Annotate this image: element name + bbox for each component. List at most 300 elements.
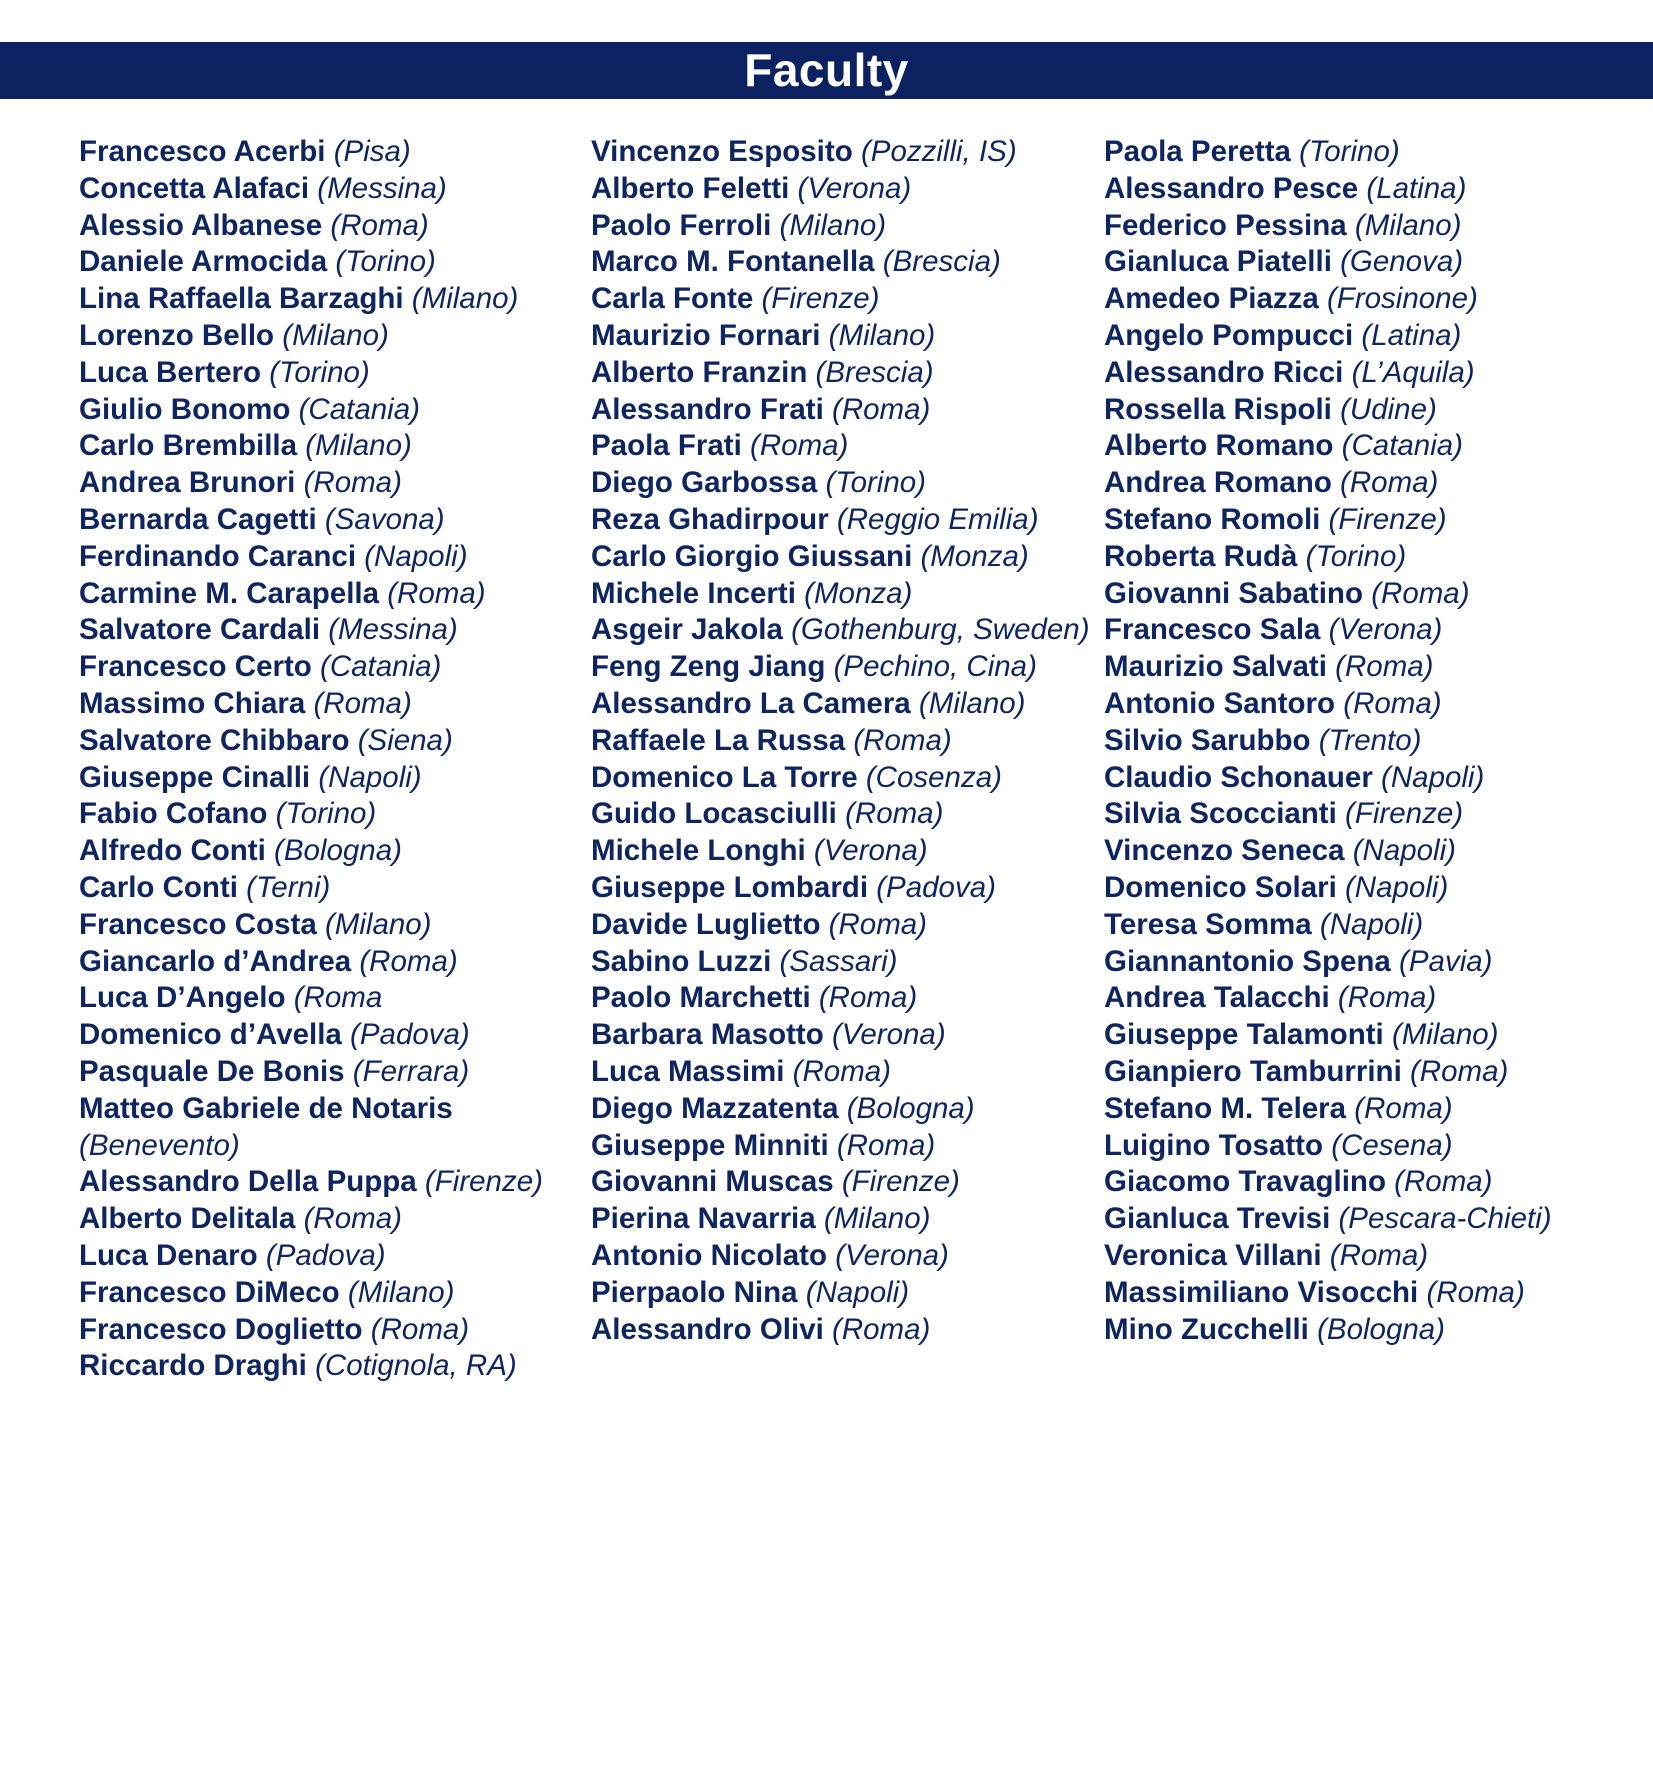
faculty-name: Asgeir Jakola xyxy=(591,613,783,647)
faculty-name: Silvia Scoccianti xyxy=(1104,797,1337,831)
faculty-entry xyxy=(1104,576,1624,613)
faculty-name: Guido Locasciulli xyxy=(591,797,837,831)
faculty-entry xyxy=(1104,980,1624,1017)
faculty-location: (Firenze) xyxy=(761,282,880,316)
faculty-name: Giuseppe Cinalli xyxy=(79,760,311,794)
faculty-location: (Roma) xyxy=(1371,576,1470,610)
faculty-location: (Roma) xyxy=(1335,650,1434,684)
faculty-entry xyxy=(1104,1164,1624,1201)
faculty-entry xyxy=(79,1091,579,1165)
faculty-entry xyxy=(591,428,1091,465)
faculty-name: Alberto Franzin xyxy=(591,355,808,389)
faculty-entry xyxy=(1104,796,1624,833)
faculty-entry xyxy=(591,392,1091,429)
faculty-name: Alfredo Conti xyxy=(79,834,266,868)
faculty-entry xyxy=(591,502,1091,539)
faculty-entry xyxy=(1104,281,1624,318)
faculty-location: (Napoli) xyxy=(318,760,422,794)
faculty-name: Domenico Solari xyxy=(1104,870,1337,904)
faculty-name: Giancarlo d’Andrea xyxy=(79,944,352,978)
faculty-location: (Milano) xyxy=(918,686,1026,720)
faculty-name: Paola Frati xyxy=(591,429,742,463)
faculty-location: (Cosenza) xyxy=(865,760,1002,794)
faculty-entry xyxy=(79,796,579,833)
faculty-location: (Milano) xyxy=(305,429,412,463)
faculty-name: Feng Zeng Jiang xyxy=(591,650,826,684)
faculty-location: (Brescia) xyxy=(815,355,934,389)
faculty-location: (Latina) xyxy=(1361,318,1462,352)
faculty-name: Giovanni Sabatino xyxy=(1104,576,1363,610)
faculty-name: Fabio Cofano xyxy=(79,797,268,831)
faculty-location: (Napoli) xyxy=(1319,907,1424,941)
faculty-location: (Milano) xyxy=(779,208,887,242)
faculty-location: (Torino) xyxy=(1305,539,1407,573)
faculty-location: (Verona) xyxy=(813,834,928,868)
faculty-entry xyxy=(591,944,1091,981)
faculty-entry xyxy=(591,760,1091,797)
faculty-name: Pierina Navarria xyxy=(591,1202,816,1236)
faculty-location: (Genova) xyxy=(1340,245,1464,279)
faculty-entry xyxy=(591,796,1091,833)
faculty-entry xyxy=(1104,649,1624,686)
faculty-name: Francesco Sala xyxy=(1104,613,1321,647)
faculty-entry xyxy=(1104,502,1624,539)
faculty-entry xyxy=(1104,1017,1624,1054)
faculty-entry xyxy=(591,539,1091,576)
faculty-name: Luigino Tosatto xyxy=(1104,1128,1324,1162)
faculty-entry xyxy=(1104,465,1624,502)
faculty-location: (Verona) xyxy=(797,171,912,205)
faculty-entry xyxy=(79,1164,579,1201)
faculty-location: (Padova) xyxy=(350,1018,470,1052)
faculty-entry xyxy=(591,1201,1091,1238)
faculty-name: Davide Luglietto xyxy=(591,907,821,941)
faculty-entry xyxy=(591,1054,1091,1091)
faculty-location: (Roma) xyxy=(845,797,944,831)
faculty-entry xyxy=(1104,907,1624,944)
faculty-entry xyxy=(1104,392,1624,429)
faculty-location: (Firenze) xyxy=(841,1165,960,1199)
faculty-location: (Napoli) xyxy=(1352,834,1456,868)
faculty-name: Antonio Santoro xyxy=(1104,686,1336,720)
faculty-location: (Firenze) xyxy=(1328,502,1447,536)
faculty-location: (Roma) xyxy=(303,1202,402,1236)
faculty-entry xyxy=(79,465,579,502)
faculty-name: Riccardo Draghi xyxy=(79,1349,307,1383)
faculty-location: (Milano) xyxy=(411,282,519,316)
faculty-entry xyxy=(79,392,579,429)
faculty-location: (Messina) xyxy=(328,613,458,647)
faculty-name: Silvio Sarubbo xyxy=(1104,723,1311,757)
faculty-entry xyxy=(591,244,1091,281)
faculty-name: Diego Garbossa xyxy=(591,466,818,500)
faculty-name: Mino Zucchelli xyxy=(1104,1312,1309,1346)
faculty-location: (Roma) xyxy=(750,429,849,463)
faculty-name: Antonio Nicolato xyxy=(591,1238,827,1272)
faculty-entry xyxy=(79,1275,579,1312)
faculty-name: Gianluca Trevisi xyxy=(1104,1202,1331,1236)
faculty-entry xyxy=(1104,944,1624,981)
faculty-name: Barbara Masotto xyxy=(591,1018,824,1052)
title-banner xyxy=(0,42,1653,99)
faculty-name: Alberto Delitala xyxy=(79,1202,296,1236)
faculty-name: Francesco Acerbi xyxy=(79,135,326,168)
faculty-location: (Roma) xyxy=(853,723,952,757)
faculty-name: Salvatore Cardali xyxy=(79,613,321,647)
faculty-location: (Messina) xyxy=(317,171,447,205)
faculty-name: Veronica Villani xyxy=(1104,1238,1322,1272)
faculty-location: (Roma) xyxy=(1426,1275,1525,1309)
faculty-name: Luca Denaro xyxy=(79,1238,258,1272)
faculty-location: (Monza) xyxy=(920,539,1029,573)
faculty-name: Luca Bertero xyxy=(79,355,261,389)
faculty-name: Marco M. Fontanella xyxy=(591,245,875,279)
faculty-location: (Roma) xyxy=(1354,1091,1453,1125)
faculty-location: (Roma) xyxy=(330,208,429,242)
faculty-name: Stefano Romoli xyxy=(1104,502,1321,536)
faculty-name: Carlo Giorgio Giussani xyxy=(591,539,913,573)
faculty-location: (Roma) xyxy=(1340,466,1439,500)
faculty-name: Carlo Brembilla xyxy=(79,429,298,463)
faculty-name: Domenico d’Avella xyxy=(79,1018,342,1052)
faculty-location: (Roma) xyxy=(832,392,931,426)
faculty-entry xyxy=(79,612,579,649)
faculty-location: (Roma) xyxy=(818,981,918,1015)
faculty-entry xyxy=(1104,1275,1624,1312)
faculty-location: (Torino) xyxy=(275,797,377,831)
faculty-location: (Padova) xyxy=(876,870,996,904)
faculty-name: Gianluca Piatelli xyxy=(1104,245,1332,279)
faculty-location: (Firenze) xyxy=(424,1165,543,1199)
faculty-name: Amedeo Piazza xyxy=(1104,282,1319,316)
faculty-entry xyxy=(591,686,1091,723)
faculty-location: (Roma) xyxy=(832,1312,931,1346)
faculty-name: Stefano M. Telera xyxy=(1104,1091,1347,1125)
faculty-name: Angelo Pompucci xyxy=(1104,318,1354,352)
faculty-name: Diego Mazzatenta xyxy=(591,1091,839,1125)
faculty-entry xyxy=(79,318,579,355)
faculty-location: (Pavia) xyxy=(1399,944,1493,978)
faculty-entry xyxy=(79,760,579,797)
faculty-name: Vincenzo Esposito xyxy=(591,135,853,168)
faculty-name: Carlo Conti xyxy=(79,870,238,904)
faculty-location: (Roma) xyxy=(836,1128,936,1162)
faculty-name: Giulio Bonomo xyxy=(79,392,291,426)
faculty-name: Roberta Rudà xyxy=(1104,539,1298,573)
faculty-location: (Catania) xyxy=(1341,429,1463,463)
faculty-entry xyxy=(79,649,579,686)
faculty-name: Alberto Romano xyxy=(1104,429,1334,463)
faculty-column-3 xyxy=(1104,134,1624,1348)
faculty-location: (Ferrara) xyxy=(352,1054,470,1088)
faculty-location: (Padova) xyxy=(265,1238,386,1272)
faculty-name: Alessandro Ricci xyxy=(1104,355,1344,389)
faculty-entry xyxy=(591,1275,1091,1312)
faculty-entry xyxy=(1104,539,1624,576)
faculty-name: Concetta Alafaci xyxy=(79,171,310,205)
faculty-entry xyxy=(591,171,1091,208)
faculty-entry xyxy=(1104,1312,1624,1349)
faculty-name: Teresa Somma xyxy=(1104,907,1312,941)
faculty-location: (Milano) xyxy=(1391,1018,1499,1052)
faculty-entry xyxy=(79,576,579,613)
faculty-entry xyxy=(1104,760,1624,797)
faculty-name: Andrea Brunori xyxy=(79,466,296,500)
faculty-name: Domenico La Torre xyxy=(591,760,858,794)
faculty-entry xyxy=(79,833,579,870)
faculty-entry xyxy=(79,1201,579,1238)
faculty-location: (Milano) xyxy=(1354,208,1462,242)
faculty-entry xyxy=(1104,318,1624,355)
faculty-entry xyxy=(79,502,579,539)
faculty-location: (Roma) xyxy=(1329,1238,1429,1272)
faculty-entry xyxy=(79,1238,579,1275)
faculty-name: Bernarda Cagetti xyxy=(79,502,317,536)
faculty-entry xyxy=(591,318,1091,355)
faculty-entry xyxy=(79,1348,579,1385)
faculty-entry xyxy=(79,944,579,981)
faculty-entry xyxy=(591,1128,1091,1165)
faculty-entry xyxy=(1104,1091,1624,1128)
faculty-location: (L’Aquila) xyxy=(1351,355,1475,389)
faculty-name: Reza Ghadirpour xyxy=(591,502,829,536)
faculty-name: Francesco Doglietto xyxy=(79,1312,363,1346)
faculty-name: Maurizio Salvati xyxy=(1104,650,1327,684)
faculty-entry xyxy=(79,428,579,465)
faculty-location: (Savona) xyxy=(324,502,445,536)
faculty-location: (Roma) xyxy=(792,1054,892,1088)
faculty-location: (Napoli) xyxy=(1381,760,1485,794)
faculty-name: Matteo Gabriele de Notaris xyxy=(79,1091,453,1125)
faculty-entry xyxy=(1104,1054,1624,1091)
faculty-name: Alessandro Pesce xyxy=(1104,171,1359,205)
faculty-location: (Catania) xyxy=(298,392,420,426)
faculty-entry xyxy=(79,723,579,760)
faculty-entry xyxy=(79,870,579,907)
faculty-name: Michele Longhi xyxy=(591,834,806,868)
faculty-location: (Frosinone) xyxy=(1326,282,1478,316)
faculty-location: (Roma xyxy=(293,981,383,1015)
faculty-location: (Pescara-Chieti) xyxy=(1338,1202,1552,1236)
faculty-entry xyxy=(1104,355,1624,392)
faculty-name: Raffaele La Russa xyxy=(591,723,846,757)
faculty-entry xyxy=(79,244,579,281)
faculty-entry xyxy=(79,686,579,723)
faculty-entry xyxy=(591,980,1091,1017)
faculty-entry xyxy=(591,134,1091,171)
faculty-name: Rossella Rispoli xyxy=(1104,392,1332,426)
faculty-name: Alessandro Della Puppa xyxy=(79,1165,417,1199)
faculty-name: Paolo Ferroli xyxy=(591,208,772,242)
faculty-name: Giacomo Travaglino xyxy=(1104,1165,1386,1199)
faculty-name: Ferdinando Caranci xyxy=(79,539,357,573)
faculty-location: (Roma) xyxy=(303,466,402,500)
faculty-location: (Torino) xyxy=(269,355,370,389)
faculty-location: (Roma) xyxy=(1337,981,1437,1015)
faculty-location: (Latina) xyxy=(1366,171,1467,205)
faculty-location: (Monza) xyxy=(804,576,913,610)
faculty-name: Vincenzo Seneca xyxy=(1104,834,1345,868)
faculty-entry xyxy=(591,576,1091,613)
faculty-name: Giuseppe Minniti xyxy=(591,1128,829,1162)
faculty-location: (Udine) xyxy=(1340,392,1437,426)
faculty-location: (Milano) xyxy=(282,318,389,352)
faculty-entry xyxy=(79,907,579,944)
faculty-entry xyxy=(1104,612,1624,649)
faculty-location: (Roma) xyxy=(1409,1054,1509,1088)
faculty-entry xyxy=(591,1091,1091,1128)
faculty-location: (Terni) xyxy=(246,870,331,904)
faculty-entry xyxy=(1104,134,1624,171)
faculty-entry xyxy=(1104,428,1624,465)
faculty-name: Giuseppe Talamonti xyxy=(1104,1018,1384,1052)
faculty-entry xyxy=(591,1312,1091,1349)
faculty-location: (Milano) xyxy=(823,1202,931,1236)
faculty-entry xyxy=(591,1164,1091,1201)
faculty-entry xyxy=(591,870,1091,907)
faculty-entry xyxy=(79,134,579,171)
faculty-location: (Firenze) xyxy=(1345,797,1464,831)
faculty-name: Giannantonio Spena xyxy=(1104,944,1391,978)
faculty-location: (Milano) xyxy=(347,1275,455,1309)
faculty-location: (Bologna) xyxy=(846,1091,975,1125)
faculty-entry xyxy=(591,281,1091,318)
faculty-location: (Roma) xyxy=(370,1312,470,1346)
faculty-location: (Torino) xyxy=(825,466,926,500)
faculty-location: (Milano) xyxy=(828,318,936,352)
faculty-entry xyxy=(591,355,1091,392)
faculty-name: Giovanni Muscas xyxy=(591,1165,834,1199)
faculty-name: Pierpaolo Nina xyxy=(591,1275,798,1309)
faculty-name: Luca Massimi xyxy=(591,1054,785,1088)
faculty-location: (Roma) xyxy=(1394,1165,1493,1199)
faculty-entry xyxy=(79,1312,579,1349)
faculty-name: Alessandro Olivi xyxy=(591,1312,824,1346)
faculty-entry xyxy=(1104,686,1624,723)
faculty-name: Gianpiero Tamburrini xyxy=(1104,1054,1402,1088)
faculty-name: Sabino Luzzi xyxy=(591,944,772,978)
faculty-entry xyxy=(591,1017,1091,1054)
faculty-location: (Milano) xyxy=(324,907,432,941)
faculty-name: Francesco DiMeco xyxy=(79,1275,340,1309)
faculty-entry xyxy=(1104,1201,1624,1238)
faculty-entry xyxy=(1104,723,1624,760)
faculty-entry xyxy=(591,1238,1091,1275)
faculty-location: (Trento) xyxy=(1318,723,1422,757)
faculty-name: Luca D’Angelo xyxy=(79,981,286,1015)
faculty-location: (Roma) xyxy=(387,576,486,610)
faculty-location: (Roma) xyxy=(359,944,458,978)
faculty-entry xyxy=(591,208,1091,245)
faculty-entry xyxy=(79,1017,579,1054)
faculty-location: (Verona) xyxy=(835,1238,949,1272)
faculty-entry xyxy=(1104,208,1624,245)
faculty-location: (Bologna) xyxy=(274,834,402,868)
faculty-entry xyxy=(591,907,1091,944)
faculty-name: Daniele Armocida xyxy=(79,245,328,279)
faculty-entry xyxy=(1104,870,1624,907)
faculty-name: Paolo Marchetti xyxy=(591,981,811,1015)
faculty-name: Andrea Talacchi xyxy=(1104,981,1330,1015)
faculty-name: Massimo Chiara xyxy=(79,686,306,720)
faculty-entry xyxy=(591,612,1091,649)
faculty-location: (Pechino, Cina) xyxy=(833,650,1037,684)
faculty-entry xyxy=(79,208,579,245)
faculty-location: (Verona) xyxy=(831,1018,946,1052)
faculty-name: Francesco Costa xyxy=(79,907,317,941)
faculty-entry xyxy=(79,980,579,1017)
faculty-name: Claudio Schonauer xyxy=(1104,760,1373,794)
faculty-entry xyxy=(591,723,1091,760)
faculty-name: Andrea Romano xyxy=(1104,466,1332,500)
faculty-location: (Roma) xyxy=(828,907,928,941)
faculty-entry xyxy=(79,1054,579,1091)
faculty-location: (Benevento) xyxy=(79,1128,240,1162)
faculty-name: Massimiliano Visocchi xyxy=(1104,1275,1419,1309)
faculty-name: Giuseppe Lombardi xyxy=(591,870,869,904)
faculty-location: (Roma) xyxy=(313,686,412,720)
faculty-name: Carmine M. Carapella xyxy=(79,576,380,610)
faculty-location: (Sassari) xyxy=(779,944,898,978)
faculty-location: (Napoli) xyxy=(364,539,468,573)
faculty-location: (Gothenburg, Sweden) xyxy=(791,613,1090,647)
faculty-entry xyxy=(79,355,579,392)
faculty-location: (Roma) xyxy=(1343,686,1442,720)
faculty-location: (Catania) xyxy=(320,650,442,684)
faculty-name: Michele Incerti xyxy=(591,576,796,610)
faculty-location: (Pozzilli, IS) xyxy=(860,135,1017,168)
faculty-name: Pasquale De Bonis xyxy=(79,1054,345,1088)
faculty-name: Alessandro Frati xyxy=(591,392,824,426)
faculty-location: (Verona) xyxy=(1328,613,1443,647)
faculty-entry xyxy=(591,649,1091,686)
faculty-name: Maurizio Fornari xyxy=(591,318,821,352)
faculty-entry xyxy=(1104,244,1624,281)
faculty-entry xyxy=(1104,1238,1624,1275)
faculty-location: (Torino) xyxy=(1299,135,1400,168)
faculty-column-1 xyxy=(79,134,579,1385)
faculty-location: (Pisa) xyxy=(333,135,411,168)
faculty-entry xyxy=(591,465,1091,502)
faculty-column-2 xyxy=(591,134,1091,1348)
faculty-location: (Brescia) xyxy=(882,245,1001,279)
faculty-entry xyxy=(1104,833,1624,870)
faculty-location: (Cesena) xyxy=(1331,1128,1453,1162)
faculty-location: (Reggio Emilia) xyxy=(836,502,1039,536)
faculty-name: Alessandro La Camera xyxy=(591,686,911,720)
faculty-entry xyxy=(79,171,579,208)
faculty-entry xyxy=(591,833,1091,870)
faculty-entry xyxy=(79,539,579,576)
faculty-location: (Siena) xyxy=(357,723,453,757)
faculty-name: Alessio Albanese xyxy=(79,208,323,242)
faculty-name: Lina Raffaella Barzaghi xyxy=(79,282,404,316)
faculty-name: Lorenzo Bello xyxy=(79,318,275,352)
faculty-name: Paola Peretta xyxy=(1104,135,1291,168)
faculty-name: Alberto Feletti xyxy=(591,171,790,205)
faculty-name: Federico Pessina xyxy=(1104,208,1347,242)
faculty-location: (Bologna) xyxy=(1317,1312,1445,1346)
faculty-location: (Torino) xyxy=(335,245,436,279)
faculty-name: Carla Fonte xyxy=(591,282,754,316)
faculty-name: Francesco Certo xyxy=(79,650,312,684)
faculty-entry xyxy=(1104,171,1624,208)
page-title: Faculty xyxy=(744,44,909,96)
faculty-location: (Cotignola, RA) xyxy=(315,1349,517,1383)
faculty-entry xyxy=(79,281,579,318)
faculty-location: (Napoli) xyxy=(805,1275,910,1309)
faculty-entry xyxy=(1104,1128,1624,1165)
